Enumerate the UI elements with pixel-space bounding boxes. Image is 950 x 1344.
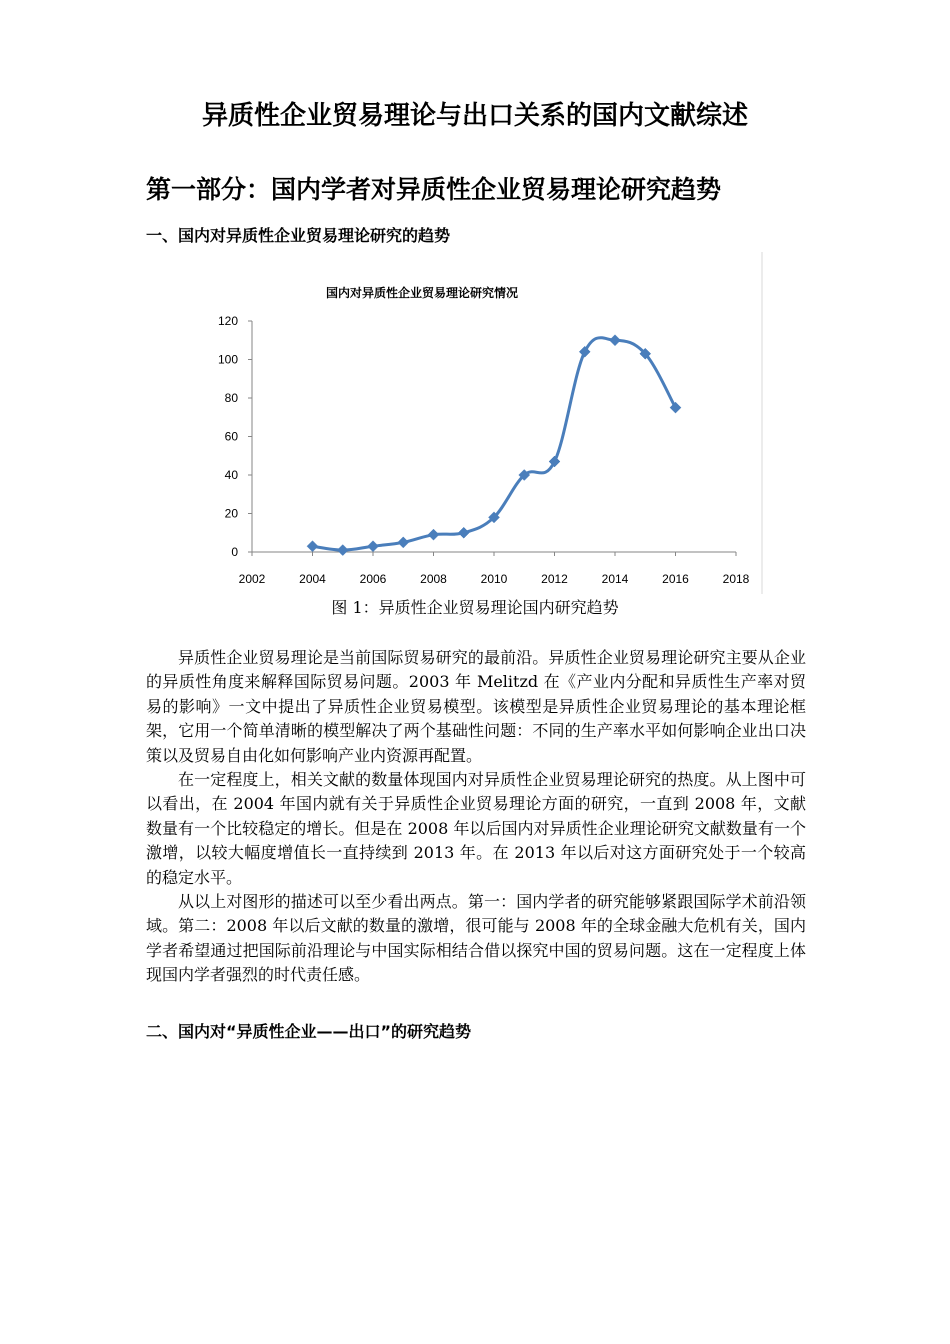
y-tick-label: 100 — [217, 352, 238, 367]
body-text — [146, 646, 806, 988]
x-tick-label: 2004 — [299, 572, 326, 586]
paragraph-2: 在一定程度上，相关文献的数量体现国内对异质性企业贸易理论研究的热度。从上图中可以看出，在 2004 年国内就有关于异质性企业贸易理论方面的研究，一直到 2008 年，文献数量有一个比较稳定的增长。但是在 2008 年以后国内对异质性企业理论研究文献数量有一个激增，以较大幅度增值长一直持续到 2013 年。在 2013 年以后对这方面研究处于一个较高的稳定水平。 — [146, 770, 806, 887]
data-point-marker — [368, 541, 379, 552]
y-tick-label: 20 — [224, 506, 238, 521]
data-point-marker — [307, 541, 318, 552]
chart-series — [307, 335, 681, 556]
data-point-marker — [337, 545, 348, 556]
data-point-marker — [398, 537, 409, 548]
y-tick-label: 60 — [224, 429, 238, 444]
x-tick-label: 2010 — [480, 572, 508, 586]
data-point-marker — [579, 346, 590, 357]
figure-caption: 图 1：异质性企业贸易理论国内研究趋势 — [331, 598, 619, 617]
x-tick-label: 2016 — [662, 572, 689, 586]
x-tick-label: 2012 — [541, 572, 568, 586]
section-2-title: 二、国内对“异质性企业——出口”的研究趋势 — [146, 1022, 472, 1041]
x-tick-label: 2014 — [601, 572, 629, 586]
chart-title: 国内对异质性企业贸易理论研究情况 — [325, 286, 519, 300]
section-1-title: 一、国内对异质性企业贸易理论研究的趋势 — [146, 226, 451, 245]
data-point-marker — [670, 402, 681, 413]
x-tick-label: 2006 — [359, 572, 387, 586]
paragraph-3: 从以上对图形的描述可以至少看出两点。第一：国内学者的研究能够紧跟国际学术前沿领域。第二：2008 年以后文献的数量的激增，很可能与 2008 年的全球金融大危机有关，国内学者希望通过把国际前沿理论与中国实际相结合借以探究中国的贸易问题。这在一定程度上体现国内学者强烈的时代责任感。 — [146, 892, 806, 985]
trend-chart-svg — [200, 250, 770, 600]
y-tick-label: 0 — [231, 545, 238, 559]
data-point-marker — [428, 529, 439, 540]
document-title: 异质性企业贸易理论与出口关系的国内文献综述 — [201, 101, 748, 131]
data-point-marker — [458, 527, 469, 538]
part-title: 第一部分：国内学者对异质性企业贸易理论研究趋势 — [146, 175, 722, 204]
x-tick-label: 2008 — [420, 572, 447, 586]
trend-chart — [200, 250, 770, 600]
x-tick-label: 2018 — [722, 572, 750, 586]
x-tick-label: 2002 — [238, 572, 266, 586]
chart-tick-labels — [218, 314, 750, 586]
data-point-marker — [610, 335, 621, 346]
paragraph-1: 异质性企业贸易理论是当前国际贸易研究的最前沿。异质性企业贸易理论研究主要从企业的异质性角度来解释国际贸易问题。2003 年 Melitzd 在《产业内分配和异质性生产率对贸易的影响》一文中提出了异质性企业贸易模型。该模型是异质性企业贸易理论的基本理论框架，它用一个简单清晰的模型解决了两个基础性问题：不同的生产率水平如何影响企业出口决策以及贸易自由化如何影响产业内资源再配置。 — [146, 648, 806, 765]
y-tick-label: 80 — [224, 391, 238, 405]
y-tick-label: 40 — [224, 468, 238, 482]
y-tick-label: 120 — [217, 314, 238, 328]
